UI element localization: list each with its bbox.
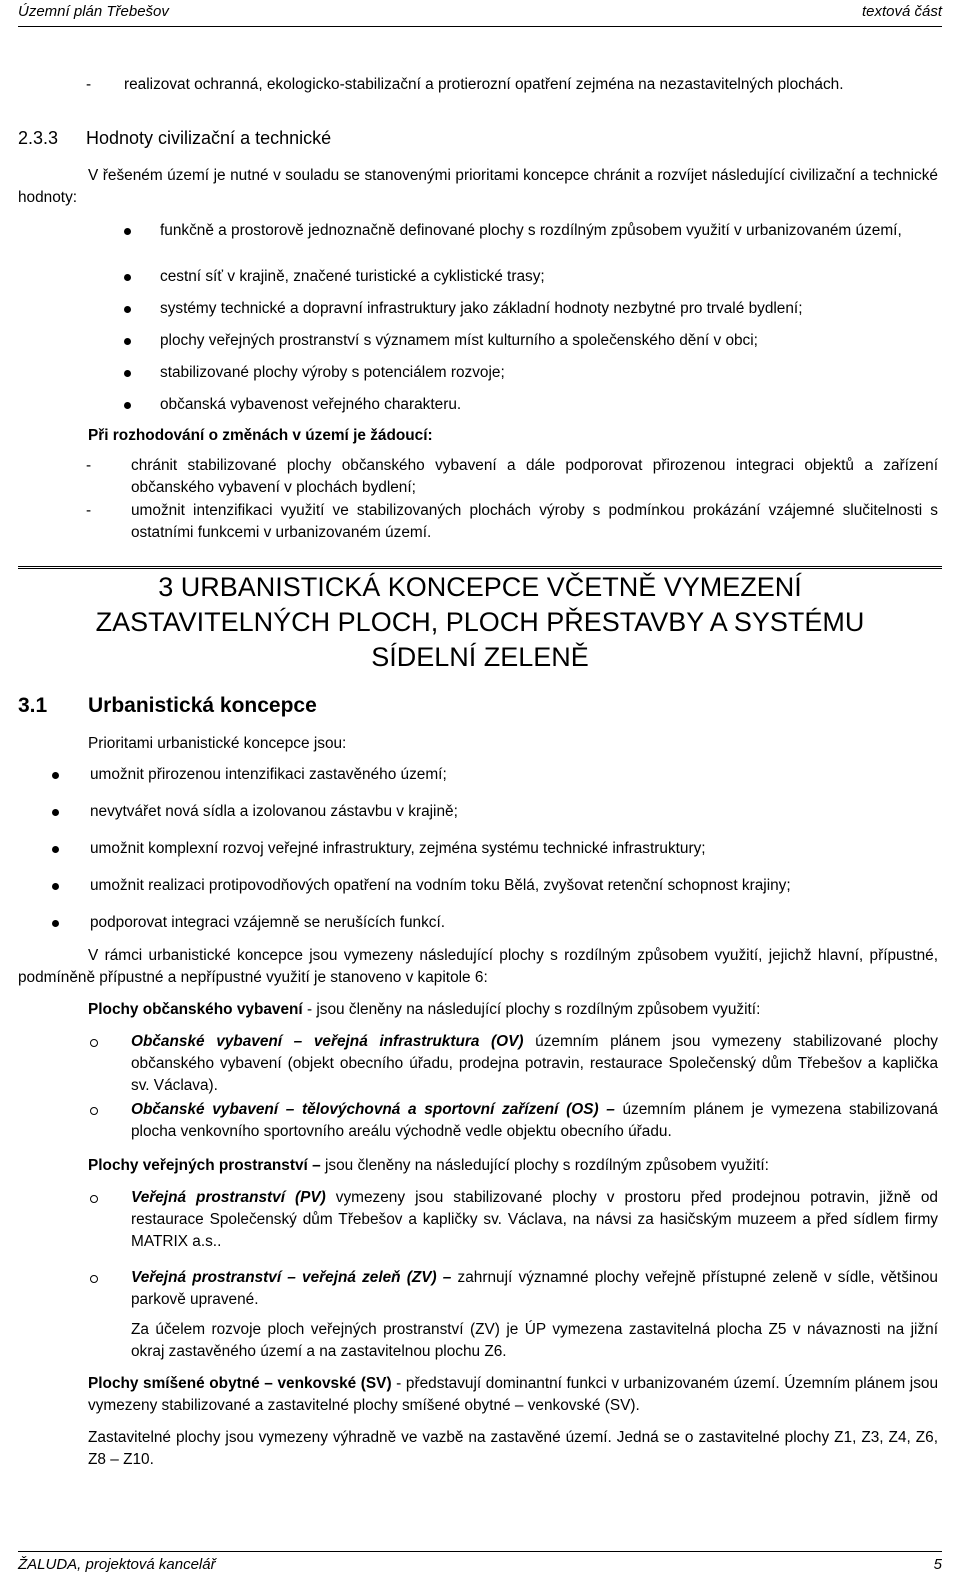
section-number: 3.1 — [18, 694, 48, 717]
intro-dash-item: realizovat ochranná, ekologicko-stabilizační a protierozní opatření zejména na nezastavitelných plochách. — [124, 76, 844, 93]
list-item — [131, 1099, 938, 1143]
bullet-icon — [52, 846, 59, 853]
bullet-icon — [124, 306, 131, 313]
civic-heading — [88, 999, 938, 1021]
paragraph-values-intro: V řešeném území je nutné v souladu se stanovenými prioritami koncepce chránit a rozvíjet následující civilizační a technické hodnoty: — [18, 167, 938, 206]
page-header — [18, 3, 942, 25]
list-item — [131, 1031, 938, 1097]
item-title: Občanské vybavení – veřejná infrastruktura (OV) — [131, 1033, 524, 1050]
chapter-title-line: ZASTAVITELNÝCH PLOCH, PLOCH PŘESTAVBY A SYSTÉMU — [95, 607, 865, 637]
list-item: stabilizované plochy výroby s potenciálem rozvoje; — [160, 364, 505, 381]
footer-company: ŽALUDA, projektová kancelář — [18, 1556, 216, 1573]
circle-bullet-icon — [90, 1039, 98, 1047]
public-heading-bold: Plochy veřejných prostranství – — [88, 1157, 321, 1174]
list-item: umožnit realizaci protipovodňových opatření na vodním toku Bělá, zvyšovat retenční schopnost krajiny; — [90, 877, 791, 894]
bullet-icon — [124, 274, 131, 281]
mixed-heading-rest: - představují dominantní funkci v urbanizovaném území. Územním plánem jsou vymezeny stabilizované a zastavitelné plochy smíšené obytné – venkovské (SV). — [88, 1375, 939, 1414]
list-item: cestní síť v krajině, značené turistické a cyklistické trasy; — [160, 268, 545, 285]
list-item: umožnit přirozenou intenzifikaci zastavěného území; — [90, 766, 447, 783]
chapter-title — [40, 570, 920, 675]
circle-bullet-icon — [90, 1107, 98, 1115]
paragraph-areas-intro: V rámci urbanistické koncepce jsou vymezeny následující plochy s rozdílným způsobem využití, jejichž hlavní, přípustné, podmíněně přípustné a nepřípustné využití je stanoveno v kapitole 6: — [18, 947, 938, 986]
subsection-title: Hodnoty civilizační a technické — [86, 128, 332, 148]
bullet-icon — [52, 809, 59, 816]
public-heading-rest: jsou členěny na následující plochy s rozdílným způsobem využití: — [320, 1157, 769, 1174]
item-text: územním plánem je vymezena stabilizovaná plocha venkovního sportovního areálu východně vedle objektu obecního úřadu. — [131, 1101, 938, 1140]
list-item: umožnit komplexní rozvoj veřejné infrastruktury, zejména systému technické infrastruktury; — [90, 840, 706, 857]
changes-heading: Při rozhodování o změnách v území je žádoucí: — [88, 427, 433, 444]
item-text: územním plánem jsou vymezeny stabilizované plochy občanského vybavení (objekt obecního úřadu, prodejna potravin, restaurace Společenský dům Třebešov a kaplička sv. Václava). — [131, 1033, 938, 1094]
list-item: systémy technické a dopravní infrastruktury jako základní hodnoty nezbytné pro trvalé bydlení; — [160, 300, 803, 317]
list-item — [131, 1187, 938, 1253]
priorities-intro: Prioritami urbanistické koncepce jsou: — [88, 735, 347, 752]
header-document-title: Územní plán Třebešov — [18, 3, 169, 20]
header-rule — [18, 26, 942, 27]
list-item: funkčně a prostorově jednoznačně definované plochy s rozdílným způsobem využití v urbanizovaném území, — [160, 222, 902, 239]
mixed-paragraph — [88, 1373, 938, 1417]
mixed-heading-bold: Plochy smíšené obytné – venkovské (SV) — [88, 1375, 392, 1392]
civic-heading-rest: - jsou členěny na následující plochy s rozdílným způsobem využití: — [302, 1001, 761, 1018]
dash-marker: - — [86, 76, 92, 93]
bullet-icon — [124, 402, 131, 409]
chapter-title-line: 3 URBANISTICKÁ KONCEPCE VČETNĚ VYMEZENÍ — [158, 572, 802, 602]
page-number: 5 — [933, 1556, 942, 1573]
bullet-icon — [52, 920, 59, 927]
header-section-label: textová část — [861, 3, 942, 20]
civic-heading-bold: Plochy občanského vybavení — [88, 1001, 303, 1018]
mixed-note: Zastavitelné plochy jsou vymezeny výhradně ve vazbě na zastavěné území. Jedná se o zastavitelné plochy Z1, Z3, Z4, Z6, Z8 – Z10. — [88, 1429, 938, 1468]
list-item: plochy veřejných prostranství s významem míst kulturního a společenského dění v obci; — [160, 332, 758, 349]
footer-rule — [18, 1551, 942, 1552]
list-item: umožnit intenzifikaci využití ve stabilizovaných plochách výroby s podmínkou prokázání vzájemné slučitelnosti s ostatními funkcemi v urbanizovaném území. — [131, 502, 938, 541]
list-item: občanská vybavenost veřejného charakteru. — [160, 396, 462, 413]
bullet-icon — [124, 338, 131, 345]
item-title: Občanské vybavení – tělovýchovná a sportovní zařízení (OS) – — [131, 1101, 615, 1118]
bullet-icon — [124, 228, 131, 235]
circle-bullet-icon — [90, 1195, 98, 1203]
section-title: Urbanistická koncepce — [88, 694, 317, 717]
bullet-icon — [124, 370, 131, 377]
item-title: Veřejná prostranství (PV) — [131, 1189, 326, 1206]
list-item: podporovat integraci vzájemně se nerušících funkcí. — [90, 914, 446, 931]
list-item — [131, 1267, 938, 1311]
dash-marker: - — [86, 457, 92, 474]
item-title: Veřejná prostranství – veřejná zeleň (ZV) – — [131, 1269, 452, 1286]
dash-marker: - — [86, 502, 92, 519]
circle-bullet-icon — [90, 1275, 98, 1283]
subsection-number: 2.3.3 — [18, 128, 59, 148]
item-text: vymezeny jsou stabilizované plochy v prostoru před prodejnou potravin, jižně od restaurace Společenský dům Třebešov a kapličky sv. Václava, na návsi za hasičským muzeem a před sídlem firmy MATRIX a.s.. — [131, 1189, 938, 1250]
chapter-title-line: SÍDELNÍ ZELENĚ — [371, 642, 589, 672]
list-item: chránit stabilizované plochy občanského vybavení a dále podporovat přirozenou integraci objektů a zařízení občanského vybavení v plochách bydlení; — [131, 457, 938, 496]
item-text: zahrnují významné plochy veřejně přístupné zeleně v sídle, většinou parkově upravené. — [131, 1269, 938, 1308]
public-heading — [88, 1155, 938, 1177]
list-item: nevytvářet nová sídla a izolovanou zástavbu v krajině; — [90, 803, 458, 820]
public-note: Za účelem rozvoje ploch veřejných prostranství (ZV) je ÚP vymezena zastavitelná plocha Z5 v návaznosti na jižní okraj zastavěného území a na zastavitelnou plochu Z6. — [131, 1321, 938, 1360]
bullet-icon — [52, 883, 59, 890]
bullet-icon — [52, 772, 59, 779]
